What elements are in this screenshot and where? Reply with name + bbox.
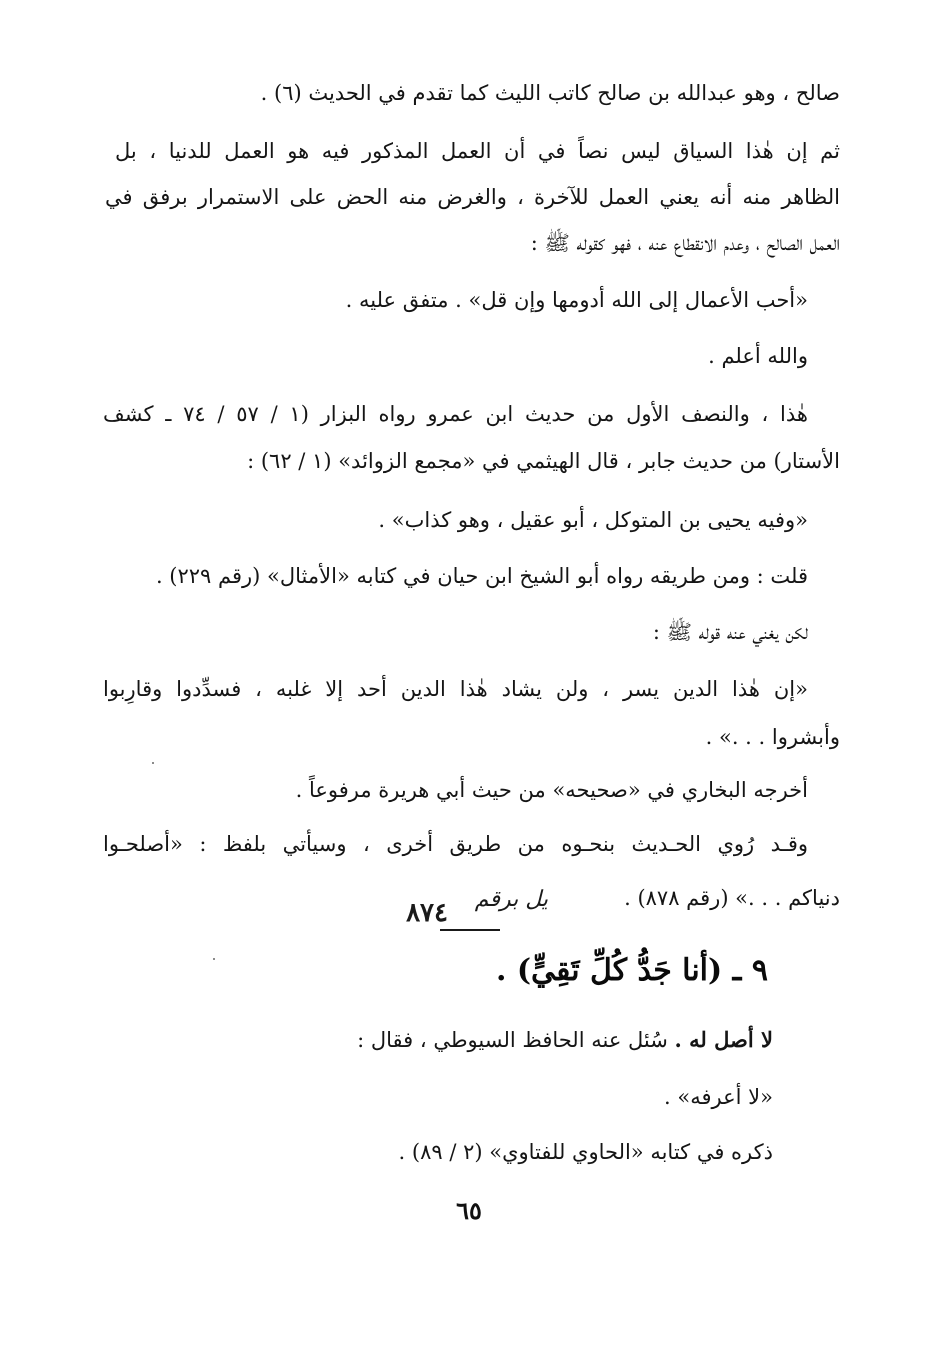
handwritten-underline	[440, 929, 500, 931]
scan-speck	[152, 762, 154, 764]
text-line-7: هٰذا ، والنصف الأول من حديث ابن عمرو رواه البزار (١ / ٥٧ / ٧٤ ـ كشف	[103, 402, 808, 426]
text-line-1: صالح ، وهو عبدالله بن صالح كاتب الليث كما تقدم في الحديث (٦) .	[260, 81, 840, 105]
text-line-6: والله أعلم .	[708, 344, 808, 368]
text-line-16: دنياكم . . .» (رقم ٨٧٨) .	[624, 886, 840, 910]
text-line-13: وأبشروا . . .» .	[705, 725, 840, 749]
text-line-4: العمل الصالح ، وعدم الانقطاع عنه ، فهو كقوله ﷺ :	[530, 231, 840, 255]
text-line-11: لكن يغني عنه قوله ﷺ :	[652, 620, 808, 644]
quote-line: «لا أعرفه» .	[664, 1085, 773, 1109]
text-line-5: «أحب الأعمال إلى الله أدومها وإن قل» . متفق عليه .	[345, 288, 808, 312]
source-line: ذكره في كتابه «الحاوي للفتاوي» (٢ / ٨٩) .	[398, 1140, 773, 1164]
text-line-12: «إن هٰذا الدين يسر ، ولن يشاد هٰذا الدين أحد إلا غلبه ، فسدِّدوا وقارِبوا	[103, 677, 808, 701]
text-line-14: أخرجه البخاري في «صحيحه» من حيث أبي هريرة مرفوعاً .	[295, 778, 808, 802]
text-line-10: قلت : ومن طريقه رواه أبو الشيخ ابن حيان في كتابه «الأمثال» (رقم ٢٢٩) .	[155, 564, 808, 588]
scan-speck	[213, 958, 215, 960]
ruling-line	[357, 1025, 773, 1055]
text-line-9: «وفيه يحيى بن المتوكل ، أبو عقيل ، وهو كذاب» .	[378, 508, 808, 532]
page-number: ٦٥	[456, 1196, 482, 1225]
entry-heading: ٩ ـ (أنا جَدُّ كُلِّ تَقِيٍّ) .	[495, 953, 768, 988]
text-line-8: الأستار) من حديث جابر ، قال الهيثمي في «مجمع الزوائد» (١ / ٦٢) :	[247, 449, 840, 473]
text-line-15: وقـد رُوي الحـديث بنحـوه من طريق أخرى ، وسيأتي بلفظ : «أصلحـوا	[103, 832, 808, 856]
handwritten-note: يل برقم	[474, 887, 548, 912]
ruling-lead: لا أصل له .	[674, 1027, 773, 1052]
text-line-2: ثم إن هٰذا السياق ليس نصاً في أن العمل المذكور فيه هو العمل للدنيا ، بل	[115, 139, 840, 163]
text-line-3: الظاهر منه أنه يعني العمل للآخرة ، والغرض منه الحض على الاستمرار برفق في	[105, 185, 840, 209]
handwritten-number: ٨٧٤	[406, 898, 448, 928]
ruling-rest: سُئل عنه الحافظ السيوطي ، فقال :	[357, 1028, 668, 1052]
